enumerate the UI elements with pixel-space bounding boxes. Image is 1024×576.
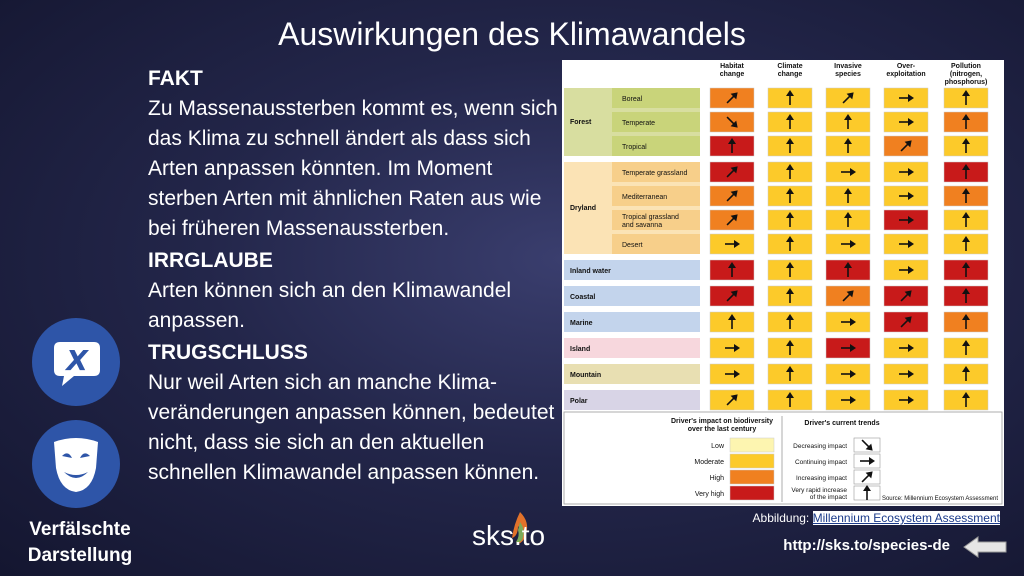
legend-trend-label: Continuing impact	[794, 459, 847, 466]
column-header: Pollution	[951, 63, 981, 70]
column-header: Over-	[896, 63, 916, 70]
subtype-label: Tropical	[622, 144, 647, 151]
subtype-label: Temperate grassland	[622, 170, 688, 177]
figure-caption-prefix: Abbildung:	[752, 511, 810, 525]
legend-trend-title: Driver's current trends	[804, 420, 880, 427]
legend-impact-level: High	[709, 475, 724, 482]
legend-impact-level: Very high	[694, 491, 724, 498]
column-header: change	[777, 71, 803, 78]
ecosystem-label: Coastal	[570, 294, 596, 301]
legend-impact-title: Driver's impact on biodiversity	[670, 418, 774, 425]
subtype-label: Tropical grassland	[622, 214, 679, 221]
legend-swatch	[730, 454, 774, 468]
ecosystem-label: Inland water	[570, 268, 611, 275]
source-url[interactable]: http://sks.to/species-de	[783, 537, 950, 554]
myth-heading: IRRGLAUBE	[148, 249, 273, 272]
back-button[interactable]	[962, 535, 1008, 559]
ecosystem-label: Forest	[570, 119, 592, 126]
column-header: (nitrogen,	[949, 71, 983, 78]
fallacy-section	[148, 338, 558, 488]
mask-icon	[32, 420, 120, 508]
subtype-label: Boreal	[622, 96, 643, 103]
biodiversity-drivers-figure	[562, 60, 1004, 506]
legend-trend-label: Very rapid increase	[791, 487, 847, 494]
column-header: change	[719, 71, 745, 78]
text-block	[148, 64, 558, 490]
legend-trend-label: of the impact	[809, 494, 847, 501]
myth-section	[148, 246, 558, 336]
logo	[472, 520, 545, 552]
subtype-label: and savanna	[622, 222, 663, 229]
legend-swatch	[730, 470, 774, 484]
figure-source-link[interactable]: Millennium Ecosystem Assessment	[812, 511, 1000, 525]
fallacy-heading: TRUGSCHLUSS	[148, 341, 308, 364]
column-header: Climate	[777, 63, 803, 70]
myth-text: Arten können sich an den Klimawandel anpassen.	[148, 279, 512, 332]
slide-title: Auswirkungen des Klimawandels	[278, 16, 746, 52]
legend-swatch	[730, 486, 774, 500]
legend-source: Source: Millennium Ecosystem Assessment	[881, 496, 998, 502]
figure-caption	[700, 511, 1000, 525]
legend-impact-level: Moderate	[694, 459, 724, 466]
back-arrow-icon	[962, 535, 1008, 559]
column-header: Invasive	[834, 63, 862, 70]
legend-impact-title: over the last century	[687, 426, 757, 433]
column-header: species	[835, 71, 861, 78]
ecosystem-label: Polar	[570, 398, 588, 405]
legend-impact-level: Low	[711, 443, 724, 450]
legend-swatch	[730, 438, 774, 452]
fact-text: Zu Massenaussterben kommt es, wenn sich das Klima zu schnell ändert als dass sich Arten anpassen könnten. Im Moment sterben Arten mit ähnlichen Raten aus wie bei früheren Massenaussterben.	[148, 97, 558, 240]
legend-trend-label: Decreasing impact	[793, 443, 847, 450]
speech-bubble-icon	[32, 318, 120, 406]
legend-box	[564, 412, 1002, 504]
column-header: exploitation	[886, 71, 926, 78]
ecosystem-label: Mountain	[570, 372, 602, 379]
ecosystem-label: Dryland	[570, 205, 597, 212]
subtype-label: Desert	[622, 242, 643, 249]
legend-trend-label: Increasing impact	[796, 475, 847, 482]
column-header: Habitat	[720, 63, 744, 70]
subtype-label: Temperate	[622, 120, 656, 127]
figure-canvas	[562, 60, 1004, 506]
ecosystem-label: Marine	[570, 320, 593, 327]
svg-text:X: X	[66, 344, 88, 377]
fact-heading: FAKT	[148, 67, 203, 90]
column-header: phosphorus)	[944, 79, 988, 86]
caption-misrepresentation: Verfälschte Darstellung	[27, 519, 133, 566]
subtype-label: Mediterranean	[622, 194, 668, 201]
fallacy-text: Nur weil Arten sich an manche Klima-veränderungen anpassen können, bedeutet nicht, dass sie sich an den aktuellen schnellen Klimawandel anpassen können.	[148, 371, 555, 484]
ecosystem-label: Island	[570, 346, 591, 353]
fact-section	[148, 64, 558, 244]
logo-text: sks.to	[472, 520, 546, 551]
